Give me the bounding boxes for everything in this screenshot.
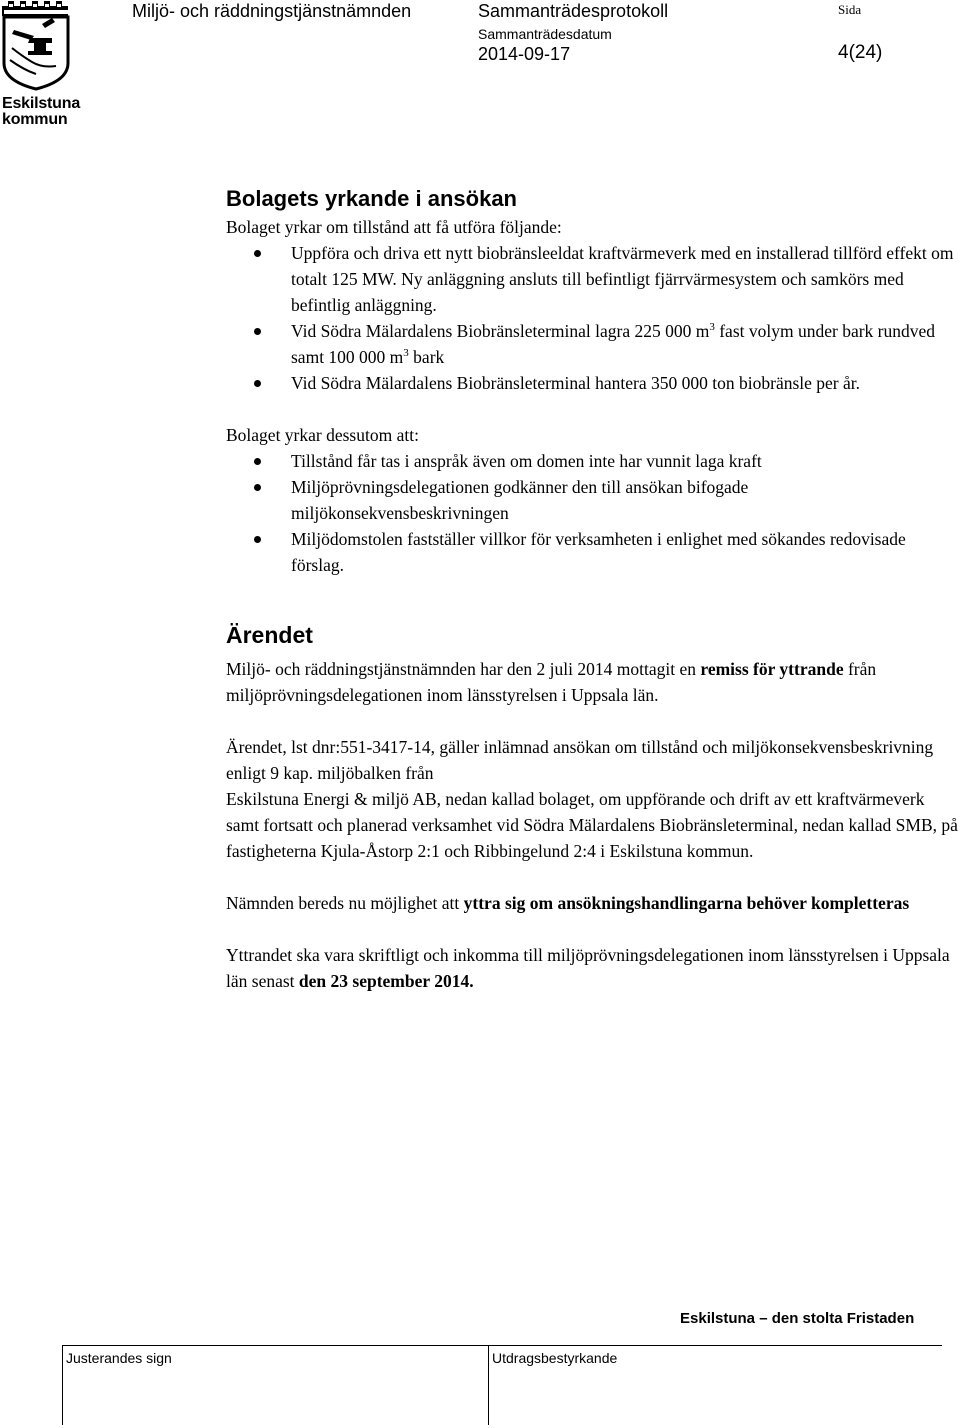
list-item [226,318,958,370]
municipality-slogan: Eskilstuna – den stolta Fristaden [680,1310,915,1327]
page-number: 4(24) [838,42,883,63]
list-item: Uppföra och driva ett nytt biobränsleeldat kraftvärmeverk med en installerad tillförd effekt om totalt 125 MW. Ny anläggning ansluts till befintligt fjärrvärmesystem och samkörs med befintlig anläggning. [226,240,958,318]
list-item: Miljödomstolen fastställer villkor för verksamheten i enlighet med sökandes redovisade förslag. [226,526,958,578]
logo-line1: Eskilstuna [2,95,81,112]
additional-claims-intro: Bolaget yrkar dessutom att: [226,425,419,445]
paragraph-opportunity [226,890,958,916]
logo-line2: kommun [2,111,68,128]
list-item: Vid Södra Mälardalens Biobränsleterminal hantera 350 000 ton biobränsle per år. [226,370,958,396]
intro-text: Bolaget yrkar om tillstånd att få utföra följande: [226,217,562,237]
superscript: 3 [403,347,409,359]
bullet-text: Vid Södra Mälardalens Biobränsleterminal lagra 225 000 m [291,321,710,341]
superscript: 3 [709,321,715,333]
text: Yttrandet ska vara skriftligt och inkomma till miljöprövningsdelegationen inom länsstyrelsen i Uppsala län senast [226,945,950,991]
bullet-text: fast volym under bark rundved samt 100 000 m [291,321,936,367]
paragraph-deadline [226,942,958,994]
list-item: Miljöprövningsdelegationen godkänner den till ansökan bifogade miljökonsekvensbeskrivningen [226,474,958,526]
paragraph-company: Eskilstuna Energi & miljö AB, nedan kallad bolaget, om uppförande och drift av ett kraftvärmeverk samt fortsatt och planerad verksamhet vid Södra Mälardalens Biobränsleterminal, nedan kallad SMB, på fastigheterna Kjula-Åstorp 2:1 och Ribbingelund 2:4 i Eskilstuna kommun. [226,789,958,861]
main-content [226,184,958,994]
extract-certification-label: Utdragsbestyrkande [492,1350,618,1366]
paragraph-remiss [226,656,958,708]
footer-divider [62,1345,942,1346]
text: Nämnden bereds nu möjlighet att [226,893,464,913]
additional-claims-list [226,448,958,578]
document-type: Sammanträdesprotokoll [478,1,669,21]
bullet-text: bark [408,347,445,367]
footer-vertical-line [62,1345,63,1425]
list-item: Tillstånd får tas i anspråk även om domen inte har vunnit laga kraft [226,448,958,474]
footer-vertical-line [488,1345,489,1425]
bold-text: yttra sig om ansökningshandlingarna behöver kompletteras [463,893,910,913]
text: från miljöprövningsdelegationen inom länsstyrelsen i Uppsala län. [226,659,877,705]
signature-label: Justerandes sign [66,1350,172,1366]
section-heading-matter: Ärendet [226,622,313,648]
text: Miljö- och räddningstjänstnämnden har den 2 juli 2014 mottagit en [226,659,701,679]
paragraph-case: Ärendet, lst dnr:551-3417-14, gäller inlämnad ansökan om tillstånd och miljökonsekvensbeskrivning enligt 9 kap. miljöbalken från [226,737,934,783]
committee-name: Miljö- och räddningstjänstnämnden [132,1,412,21]
page-label: Sida [838,2,862,17]
meeting-date-label: Sammanträdesdatum [478,26,612,42]
bold-text: den 23 september 2014. [298,971,474,991]
section-heading-application: Bolagets yrkande i ansökan [226,186,517,211]
municipality-logo-text [2,96,80,128]
bold-text: remiss för yttrande [700,659,844,679]
meeting-date: 2014-09-17 [478,44,571,64]
application-bullet-list [226,240,958,396]
